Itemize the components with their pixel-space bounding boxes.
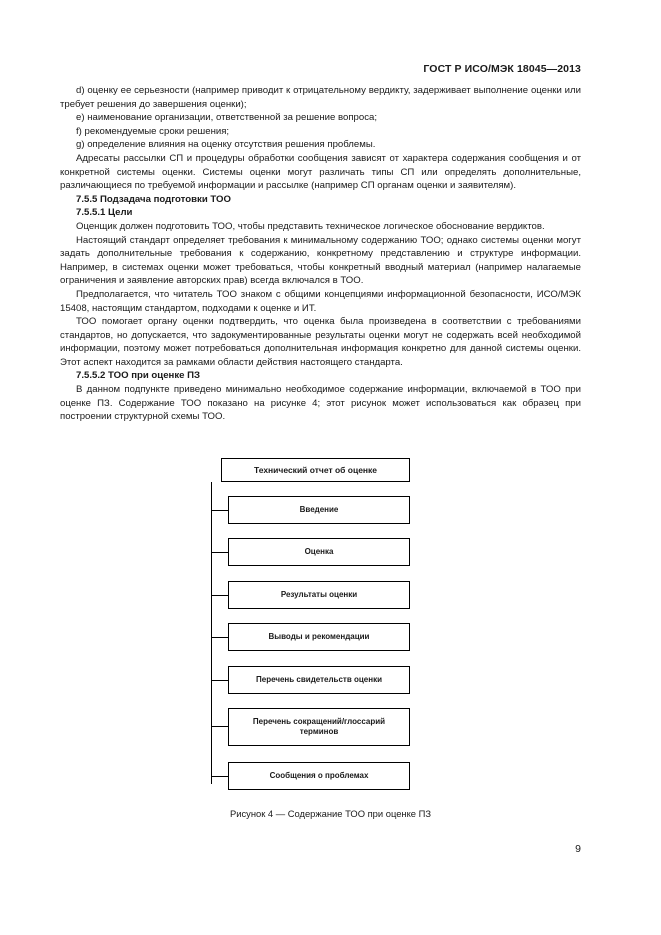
figure-caption: Рисунок 4 — Содержание ТОО при оценке ПЗ	[229, 808, 432, 819]
paragraph: d) оценку ее серьезности (например приводит к отрицательному вердикту, задерживает выполнение оценки или требует решения до завершения оценки);	[60, 85, 581, 110]
diagram-connector	[211, 776, 228, 777]
paragraph: Адресаты рассылки СП и процедуры обработки сообщения зависят от характера содержания сообщения и от конкретной системы оценки. Системы оценки могут различать типы СП или определять дополнительные, различающиеся по требуемой информации и рассылке (например СП органам оценки и заявителям).	[60, 152, 581, 192]
paragraph: f) рекомендуемые сроки решения;	[76, 125, 230, 137]
diagram-connector	[211, 680, 228, 681]
body-text	[60, 84, 581, 424]
document-header: ГОСТ Р ИСО/МЭК 18045—2013	[423, 63, 581, 75]
diagram-connector	[211, 595, 228, 596]
diagram-connector	[211, 552, 228, 553]
diagram-root-box: Технический отчет об оценке	[221, 458, 410, 482]
paragraph: В данном подпункте приведено минимально необходимое содержание информации, включаемой в ТОО при оценке ПЗ. Содержание ТОО показано на рисунке 4; этот рисунок может использоваться как образец при построении структурной схемы ТОО.	[60, 384, 581, 423]
diagram-connector	[211, 510, 228, 511]
subsection-heading: 7.5.5.2 ТОО при оценке ПЗ	[76, 370, 201, 382]
paragraph: g) определение влияния на оценку отсутствия решения проблемы.	[76, 139, 376, 151]
paragraph: Предполагается, что читатель ТОО знаком с общими концепциями информационной безопасности, ИСО/МЭК 15408, настоящим стандартом, подходами к оценке и ИТ.	[60, 288, 581, 314]
paragraph: ТОО помогает органу оценки подтвердить, что оценка была произведена в соответствии с требованиями стандартов, но допускается, что задокументированные результаты оценки могут не содержать всей необходимой информации, поэтому может потребоваться дополнительная информация конкретно для данной системы оценки. Этот аспект находится за рамками области действия настоящего стандарта.	[60, 316, 581, 368]
subsection-heading: 7.5.5.1 Цели	[76, 207, 133, 219]
diagram-item-box: Перечень сокращений/глоссарий терминов	[228, 708, 410, 746]
diagram-item-box: Перечень свидетельств оценки	[228, 666, 410, 694]
diagram-item-box: Введение	[228, 496, 410, 524]
paragraph: e) наименование организации, ответственной за решение вопроса;	[76, 112, 377, 124]
diagram-connector	[211, 637, 228, 638]
diagram-item-box: Выводы и рекомендации	[228, 623, 410, 651]
report-structure-diagram	[211, 458, 411, 798]
paragraph: Настоящий стандарт определяет требования к минимальному содержанию ТОО; однако системы оценки могут задать дополнительные требования к содержанию, конкретному представлению и структуре информации. Например, в системах оценки может требоваться, чтобы конкретный вводный материал (например налагаемые ограничения и заявление авторских прав) всегда включался в ТОО.	[60, 234, 581, 287]
diagram-item-box: Сообщения о проблемах	[228, 762, 410, 790]
paragraph: Оценщик должен подготовить ТОО, чтобы представить техническое логическое обоснование вердиктов.	[76, 220, 545, 232]
page-number: 9	[575, 843, 581, 855]
diagram-item-box: Результаты оценки	[228, 581, 410, 609]
diagram-spine-line	[211, 482, 212, 784]
section-heading: 7.5.5 Подзадача подготовки ТОО	[76, 193, 231, 205]
diagram-item-box: Оценка	[228, 538, 410, 566]
diagram-connector	[211, 726, 228, 727]
